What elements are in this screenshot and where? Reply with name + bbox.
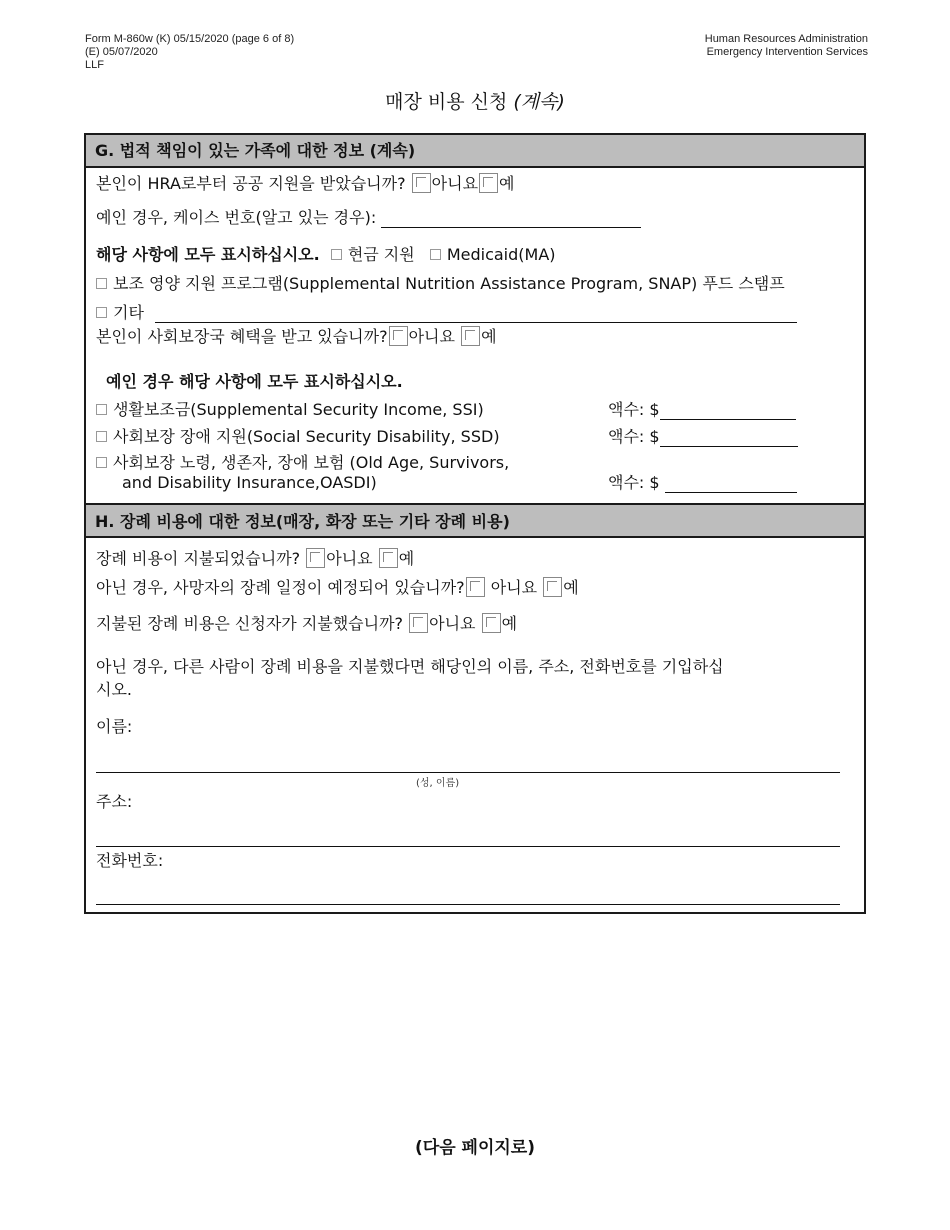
other-field[interactable]	[155, 308, 797, 323]
ssi-amount: 액수: $	[608, 397, 796, 420]
ssd-amount: 액수: $	[608, 424, 798, 447]
mark-all-if-yes: 예인 경우 해당 사항에 모두 표시하십시오.	[106, 372, 403, 391]
form-id-block	[85, 33, 294, 72]
ssd-amount-field[interactable]	[660, 432, 798, 447]
snap-row: 보조 영양 지원 프로그램(Supplemental Nutrition Assistance Program, SNAP) 푸드 스탬프	[96, 271, 785, 294]
paid-by-applicant-no-checkbox[interactable]	[409, 613, 428, 633]
other-checkbox[interactable]	[96, 307, 107, 318]
other-row: 기타	[96, 300, 797, 323]
funeral-scheduled-no-checkbox[interactable]	[466, 577, 485, 597]
snap-checkbox[interactable]	[96, 278, 107, 289]
address-field[interactable]	[96, 846, 840, 847]
form-box	[84, 133, 866, 914]
ssi-row: 생활보조금(Supplemental Security Income, SSI)	[96, 397, 484, 420]
funeral-paid-question: 장례 비용이 지불되었습니까? 아니요 예	[96, 549, 415, 568]
name-caption: (성, 이름)	[416, 778, 460, 789]
form-number: Form M-860w (K) 05/15/2020 (page 6 of 8)	[85, 33, 295, 45]
form-code: LLF	[85, 59, 104, 71]
name-field[interactable]	[96, 772, 840, 773]
ssi-amount-field[interactable]	[660, 405, 796, 420]
paid-by-applicant-question: 지불된 장례 비용은 신청자가 지불했습니까? 아니요 예	[96, 614, 518, 633]
oasdi-amount: 액수: $	[608, 470, 797, 493]
cash-assistance-checkbox[interactable]	[331, 249, 342, 260]
section-g-header: G. 법적 책임이 있는 가족에 대한 정보 (계속)	[86, 135, 864, 168]
oasdi-checkbox[interactable]	[96, 457, 107, 468]
paid-by-applicant-yes-checkbox[interactable]	[482, 613, 501, 633]
section-h-header: H. 장례 비용에 대한 정보(매장, 화장 또는 기타 장례 비용)	[86, 503, 864, 538]
title-continued: (계속)	[513, 91, 565, 113]
continued-next-page: (다음 페이지로)	[415, 1138, 535, 1158]
funeral-paid-no-checkbox[interactable]	[306, 548, 325, 568]
funeral-scheduled-question: 아닌 경우, 사망자의 장례 일정이 예정되어 있습니까? 아니요 예	[96, 578, 579, 597]
agency-name: Human Resources Administration	[704, 33, 868, 45]
case-number-row: 예인 경우, 케이스 번호(알고 있는 경우):	[96, 205, 641, 228]
funeral-scheduled-yes-checkbox[interactable]	[543, 577, 562, 597]
medicaid-checkbox[interactable]	[430, 249, 441, 260]
phone-label: 전화번호:	[96, 851, 164, 870]
phone-field[interactable]	[96, 904, 840, 905]
oasdi-amount-field[interactable]	[665, 478, 797, 493]
case-number-field[interactable]	[381, 213, 641, 228]
address-label: 주소:	[96, 792, 133, 811]
other-payer-note: 아닌 경우, 다른 사람이 장례 비용을 지불했다면 해당인의 이름, 주소, 전화번호를 기입하십	[96, 657, 724, 676]
ssi-checkbox[interactable]	[96, 404, 107, 415]
ssd-checkbox[interactable]	[96, 431, 107, 442]
name-label: 이름:	[96, 717, 133, 736]
hra-assistance-question: 본인이 HRA로부터 공공 지원을 받았습니까? 아니요 예	[96, 174, 515, 193]
ssa-benefits-question: 본인이 사회보장국 혜택을 받고 있습니까? 아니요 예	[96, 327, 497, 346]
assistance-type-row: 해당 사항에 모두 표시하십시오. 현금 지원 Medicaid(MA)	[96, 245, 556, 264]
hra-no-checkbox[interactable]	[412, 173, 431, 193]
ssa-yes-checkbox[interactable]	[461, 326, 480, 346]
page-title: 매장 비용 신청 (계속)	[385, 91, 565, 113]
oasdi-row: 사회보장 노령, 생존자, 장애 보험 (Old Age, Survivors,	[96, 450, 509, 473]
ssd-row: 사회보장 장애 지원(Social Security Disability, SSD)	[96, 424, 500, 447]
ssa-no-checkbox[interactable]	[389, 326, 408, 346]
agency-unit: Emergency Intervention Services	[706, 46, 868, 58]
agency-block	[705, 33, 868, 59]
other-payer-note-cont: 시오.	[96, 680, 132, 699]
funeral-paid-yes-checkbox[interactable]	[379, 548, 398, 568]
form-english-date: (E) 05/07/2020	[85, 46, 158, 58]
oasdi-row-cont: and Disability Insurance,OASDI)	[122, 473, 377, 492]
hra-yes-checkbox[interactable]	[479, 173, 498, 193]
